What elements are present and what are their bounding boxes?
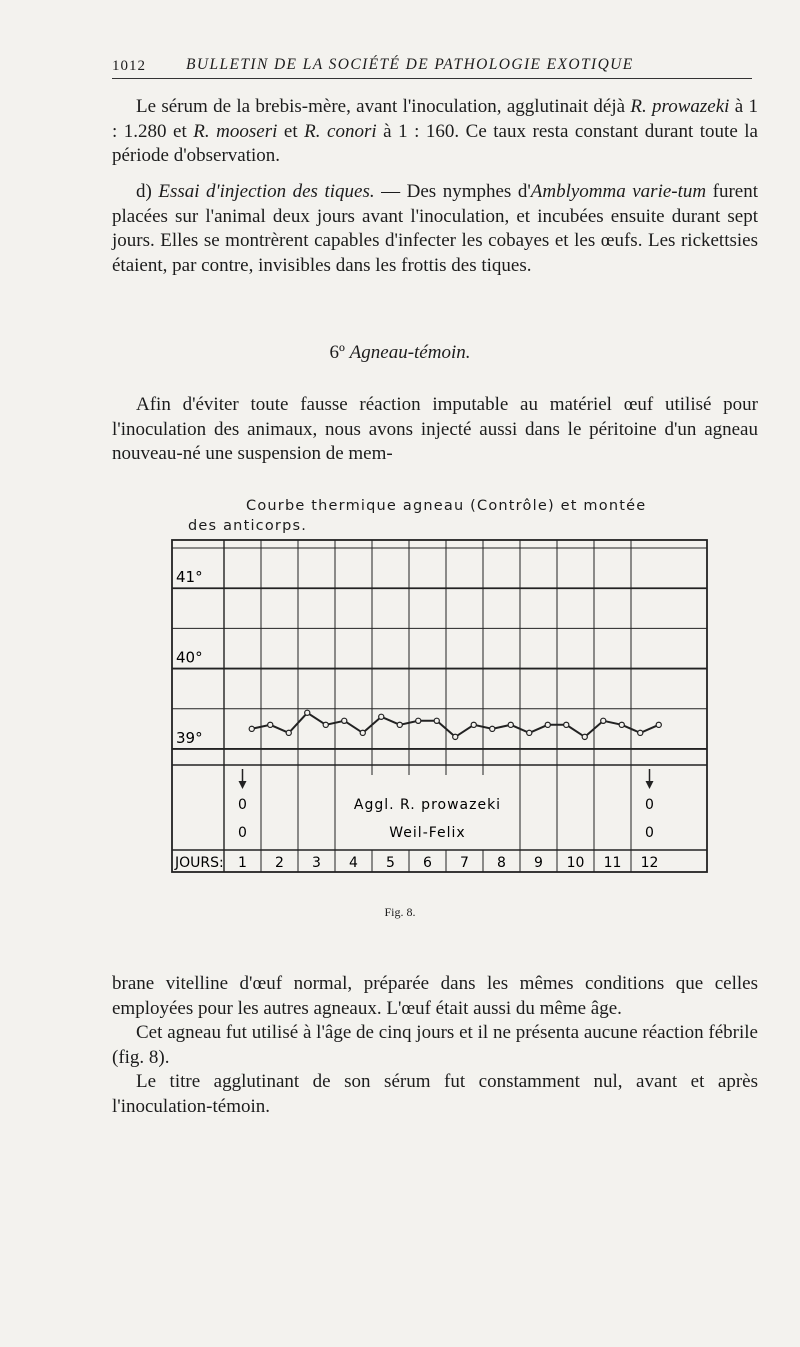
inoculation-arrowhead: [239, 781, 247, 789]
temperature-point: [638, 730, 643, 735]
temperature-point: [360, 730, 365, 735]
temperature-point: [434, 718, 439, 723]
x-axis-label: JOURS:: [175, 855, 224, 871]
serology-value-day12: 0: [645, 797, 654, 813]
temperature-chart: [150, 535, 712, 875]
day-tick-label: 11: [603, 855, 622, 871]
temperature-point: [249, 726, 254, 731]
temperature-point: [490, 726, 495, 731]
temperature-point: [564, 722, 569, 727]
paragraph-1: Le sérum de la brebis-mère, avant l'inoculation, agglutinait déjà R. prowazeki à 1 : 1.280 et R. mooseri et R. conori à 1 : 160. Ce taux resta constant durant toute la période d'observation.: [112, 96, 759, 166]
day-tick-label: 12: [640, 855, 659, 871]
inoculation-arrowhead: [646, 781, 654, 789]
page-number: 1012: [112, 58, 146, 74]
y-tick-label: 39°: [176, 728, 203, 747]
chart-frame: [172, 540, 707, 872]
temperature-line: [252, 713, 659, 737]
temperature-point: [342, 718, 347, 723]
day-tick-label: 1: [238, 855, 247, 871]
temperature-point: [286, 730, 291, 735]
day-tick-label: 4: [349, 855, 358, 871]
temperature-point: [397, 722, 402, 727]
day-tick-label: 6: [423, 855, 432, 871]
temperature-point: [416, 718, 421, 723]
journal-title: BULLETIN DE LA SOCIÉTÉ DE PATHOLOGIE EXOTIQUE: [186, 56, 634, 73]
serology-row-label: Weil-Felix: [389, 825, 466, 841]
serology-value-day12: 0: [645, 825, 654, 841]
y-tick-label: 41°: [176, 568, 203, 587]
y-tick-label: 40°: [176, 648, 203, 667]
day-tick-label: 9: [534, 855, 543, 871]
temperature-point: [527, 730, 532, 735]
chart-grid: [172, 540, 707, 872]
paragraph-4: brane vitelline d'œuf normal, préparée dans les mêmes conditions que celles employées pour les autres agneaux. L'œuf était aussi du même âge. Cet agneau fut utilisé à l'âge de cinq jours et il ne présenta aucune réaction fébrile (fig. 8). Le titre agglutinant de son sérum fut constamment nul, avant et après l'inoculation-témoin.: [112, 972, 758, 1119]
running-header: [112, 56, 752, 79]
temperature-point: [545, 722, 550, 727]
temperature-point: [453, 734, 458, 739]
temperature-point: [305, 710, 310, 715]
day-tick-label: 7: [460, 855, 469, 871]
temperature-point: [508, 722, 513, 727]
temperature-point: [471, 722, 476, 727]
temperature-point: [582, 734, 587, 739]
figure-title: Courbe thermique agneau (Contrôle) et montée des anticorps.: [188, 498, 647, 534]
day-tick-label: 2: [275, 855, 284, 871]
paragraph-6: Le titre agglutinant de son sérum fut constamment nul, avant et après l'inoculation-témoin.: [112, 1071, 758, 1117]
temperature-series: [249, 710, 661, 739]
serology-value-day1: 0: [238, 797, 247, 813]
serology-row-label: Aggl. R. prowazeki: [353, 797, 502, 813]
day-tick-label: 3: [312, 855, 321, 871]
subsection-heading: Essai d'injection des tiques.: [158, 181, 375, 202]
temperature-point: [323, 722, 328, 727]
section-heading: 6º Agneau-témoin.: [329, 342, 471, 363]
serology-value-day1: 0: [238, 825, 247, 841]
temperature-point: [656, 722, 661, 727]
day-tick-label: 10: [566, 855, 585, 871]
paragraph-3: Afin d'éviter toute fausse réaction imputable au matériel œuf utilisé pour l'inoculation des animaux, nous avons injecté aussi dans le péritoine d'un agneau nouveau-né une suspension de mem-: [112, 394, 758, 464]
paragraph-2: d) Essai d'injection des tiques. — Des nymphes d'Amblyomma varie-tum furent placées sur l'animal deux jours avant l'inoculation, et incubées ensuite durant sept jours. Elles se montrèrent capables d'infecter les cobayes et les œufs. Les rickettsies étaient, par contre, invisibles dans les frottis des tiques.: [112, 181, 759, 276]
paragraph-5: Cet agneau fut utilisé à l'âge de cinq jours et il ne présenta aucune réaction fébrile (fig. 8).: [112, 1022, 758, 1068]
figure-caption: Fig. 8.: [384, 905, 416, 919]
day-tick-label: 5: [386, 855, 395, 871]
temperature-point: [379, 714, 384, 719]
temperature-point: [601, 718, 606, 723]
temperature-point: [268, 722, 273, 727]
temperature-point: [619, 722, 624, 727]
day-tick-label: 8: [497, 855, 506, 871]
